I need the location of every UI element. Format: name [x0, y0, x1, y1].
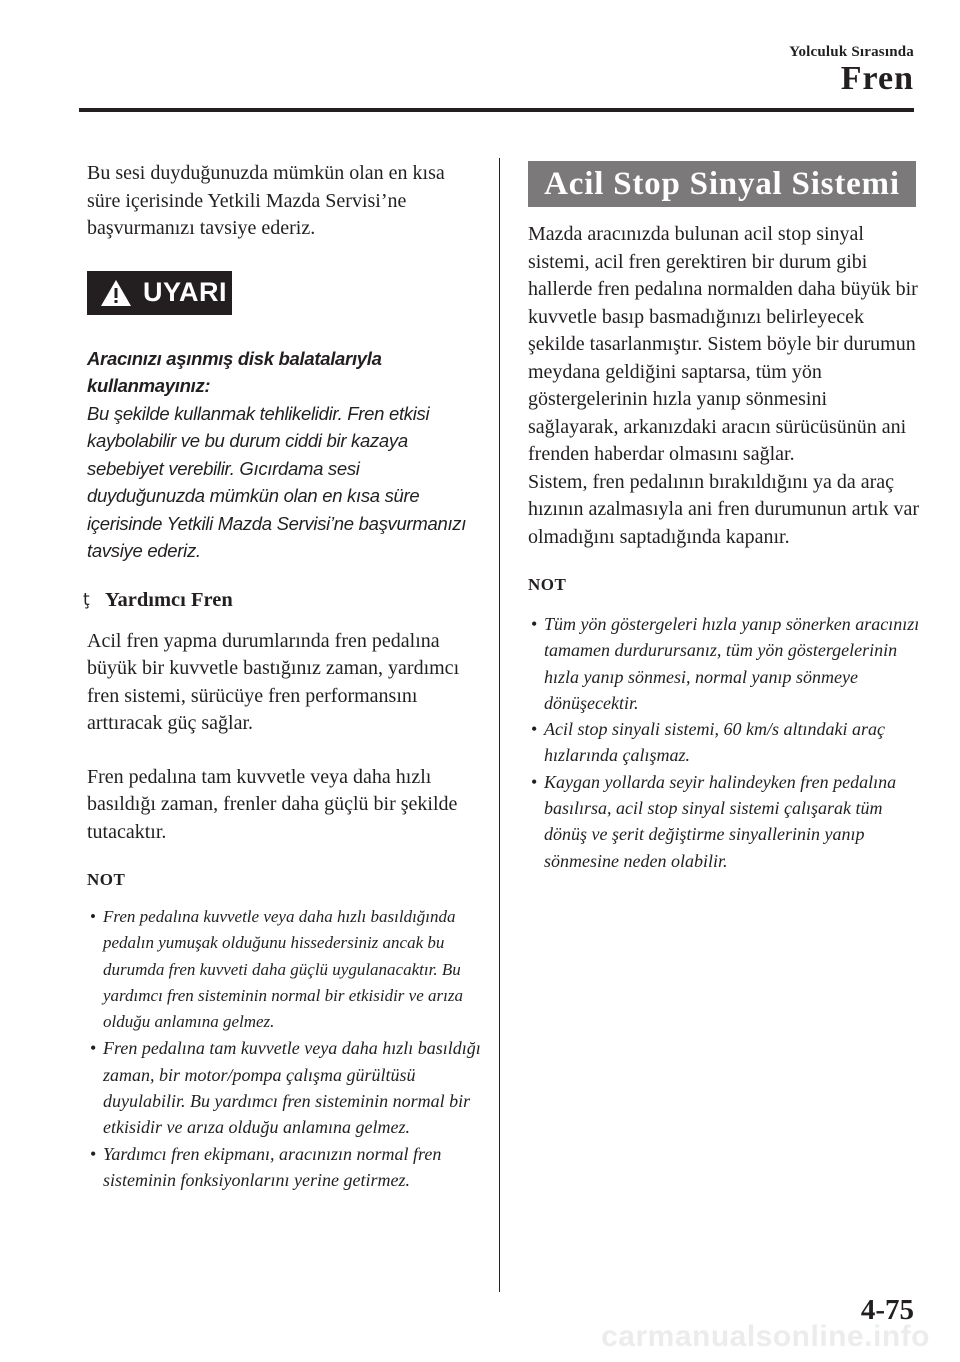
list-item: • Yardımcı fren ekipmanı, aracınızın normal fren sisteminin fonksiyonlarını yerine getirmez. [87, 1141, 481, 1194]
list-item: • Tüm yön göstergeleri hızla yanıp sönerken aracınızı tamamen durdurursanız, tüm yön göstergelerinin hızla yanıp sönmesi, normal yanıp sönmeye dönüşecektir. [528, 611, 920, 716]
ess-paragraph-1: Mazda aracınızda bulunan acil stop sinyal sistemi, acil fren gerektiren bir durum gibi hallerde fren pedalına normalden daha büyük bir kuvvetle basıp basmadığınızı belirleyecek şekilde tasarlanmıştır. Sistem böyle bir durumun meydana geldiğini saptarsa, tüm yön göstergelerinin hızla yanıp sönmesini sağlayarak, arkanızdaki aracın sürücüsünün ani frenden haberdar olmasını sağlar. [528, 223, 918, 465]
list-item: • Fren pedalına tam kuvvetle veya daha hızlı basıldığı zaman, bir motor/pompa çalışma gürültüsü duyulabilir. Bu yardımcı fren sisteminin normal bir etkisidir ve arıza olduğu anlamına gelmez. [87, 1035, 481, 1140]
note-label: NOT [528, 575, 567, 594]
bullet-icon: • [531, 614, 538, 634]
bullet-icon: • [531, 719, 538, 740]
intro-paragraph: Bu sesi duyduğunuzda mümkün olan en kısa süre içerisinde Yetkili Mazda Servisi’ne başvurmanızı tavsiye ederiz. [87, 162, 445, 239]
note-label: NOT [87, 870, 126, 889]
warning-badge [87, 271, 232, 315]
section-heading [83, 588, 481, 612]
page-number: 4-75 [860, 1294, 914, 1326]
section-banner: Acil Stop Sinyal Sistemi [528, 161, 916, 207]
list-item: • Fren pedalına kuvvetle veya daha hızlı basıldığında pedalın yumuşak olduğunu hissedersiniz ancak bu durumda fren kuvveti daha güçlü uygulanacaktır. Bu yardımcı fren sisteminin normal bir etkisidir ve arıza olduğu anlamına gelmez. [87, 904, 481, 1035]
section-marker-icon: ţ [83, 590, 90, 610]
right-column [528, 161, 920, 874]
watermark: carmanualsonline.info [601, 1320, 930, 1353]
column-divider [499, 158, 500, 1292]
ess-paragraph-2: Sistem, fren pedalının bırakıldığını ya da araç hızının azalmasıyla ani fren durumunun artık var olmadığını saptadığında kapanır. [528, 470, 919, 548]
warning-body: Bu şekilde kullanmak tehlikelidir. Fren etkisi kaybolabilir ve bu durum ciddi bir kazaya sebebiyet verebilir. Gıcırdama sesi duyduğunuzda mümkün olan en kısa süre içerisinde Yetkili Mazda Servisi’ne başvurmanızı tavsiye ederiz. [87, 402, 467, 561]
section-title: Yardımcı Fren [105, 588, 233, 611]
list-item: • Kaygan yollarda seyir halindeyken fren pedalına basılırsa, acil stop sinyal sistemi çalışarak tüm dönüş ve şerit değiştirme sinyallerinin yanıp sönmesine neden olabilir. [528, 769, 920, 874]
bullet-icon: • [90, 1038, 97, 1059]
warning-label: UYARI [143, 277, 228, 307]
bullet-icon: • [531, 771, 538, 792]
header-section-label: Yolculuk Sırasında [789, 44, 914, 60]
brake-assist-paragraph-1: Acil fren yapma durumlarında fren pedalına büyük bir kuvvetle bastığınız zaman, yardımcı fren sistemi, sürücüye fren performansını arttıracak güç sağlar. [87, 629, 460, 734]
left-column [83, 160, 481, 1193]
bullet-icon: • [90, 907, 96, 926]
warning-title: Aracınızı aşınmış disk balatalarıyla kullanmayınız: [87, 347, 382, 396]
brake-assist-paragraph-2: Fren pedalına tam kuvvetle veya daha hızlı basıldığı zaman, frenler daha güçlü bir şekilde tutacaktır. [87, 765, 458, 843]
list-item: • Acil stop sinyali sistemi, 60 km/s altındaki araç hızlarında çalışmaz. [528, 716, 920, 769]
note-list [528, 611, 920, 874]
header-rule [79, 108, 914, 112]
note-list [87, 904, 481, 1193]
warning-triangle-icon [99, 278, 133, 308]
page-title: Fren [840, 60, 914, 97]
bullet-icon: • [90, 1143, 97, 1164]
